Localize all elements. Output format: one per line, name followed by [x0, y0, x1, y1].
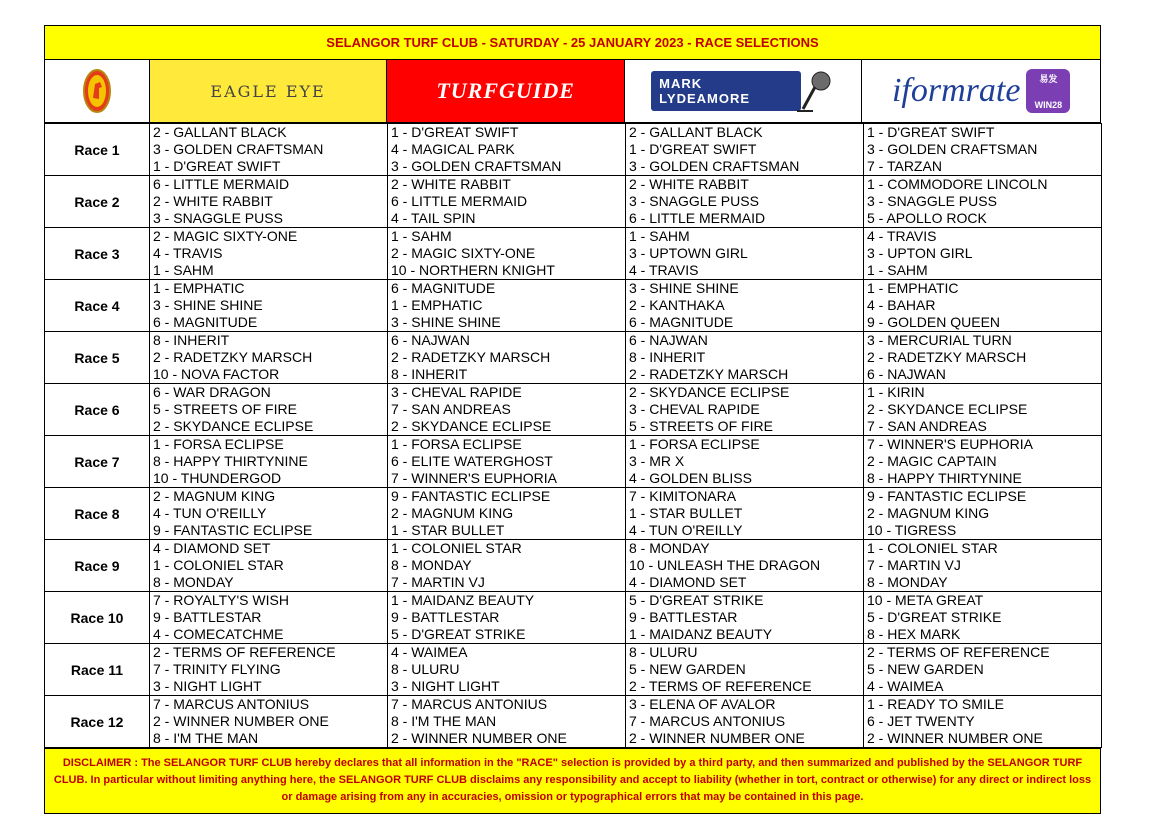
iformrate-wordmark: iformrate [891, 72, 1021, 109]
selection-pick: 1 - COLONIEL STAR [867, 540, 998, 556]
selection-pick: 8 - MONDAY [391, 557, 472, 573]
tipster-selection-cell [864, 332, 1102, 384]
tipster-selection-cell [864, 228, 1102, 280]
selection-pick: 8 - INHERIT [391, 366, 468, 382]
selangor-turf-club-logo-icon [83, 68, 111, 114]
selection-pick: 9 - FANTASTIC ECLIPSE [153, 522, 313, 538]
turfguide-logo: TURFGUIDE [387, 60, 625, 122]
selection-pick: 6 - NAJWAN [867, 366, 946, 382]
selection-pick: 7 - SAN ANDREAS [391, 401, 511, 417]
selection-pick: 3 - GOLDEN CRAFTSMAN [629, 158, 800, 174]
selection-pick: 7 - WINNER'S EUPHORIA [391, 470, 558, 486]
tipster-selection-cell [150, 124, 388, 176]
tipster-selection-cell [388, 488, 626, 540]
race-label: Race 2 [45, 176, 150, 228]
tipster-selection-cell [388, 124, 626, 176]
selection-pick: 9 - BATTLESTAR [391, 609, 500, 625]
race-label: Race 6 [45, 384, 150, 436]
selection-pick: 3 - GOLDEN CRAFTSMAN [153, 141, 324, 157]
selection-pick: 3 - NIGHT LIGHT [153, 678, 262, 694]
selection-pick: 2 - GALLANT BLACK [153, 124, 287, 140]
selection-pick: 2 - WHITE RABBIT [391, 176, 511, 192]
selection-pick: 10 - UNLEASH THE DRAGON [629, 557, 821, 573]
selection-pick: 7 - MARTIN VJ [391, 574, 485, 590]
selection-pick: 1 - COMMODORE LINCOLN [867, 176, 1048, 192]
selection-pick: 1 - COLONIEL STAR [153, 557, 284, 573]
tipster-selection-cell [864, 124, 1102, 176]
selection-pick: 8 - ULURU [391, 661, 460, 677]
tipster-selection-cell [150, 228, 388, 280]
tipster-selection-cell [626, 384, 864, 436]
selection-pick: 3 - GOLDEN CRAFTSMAN [867, 141, 1038, 157]
selection-pick: 1 - KIRIN [867, 384, 925, 400]
disclaimer: DISCLAIMER : The SELANGOR TURF CLUB hereby declares that all information in the "RACE" selection is provided by a third party, and then summarized and published by the SELANGOR TURF CLUB. In particular without limiting anything here, the SELANGOR TURF CLUB disclaims any responsibility and accept to liability (whether in tort, contract or otherwise) for any direct or indirect loss or damage arising from any in accuracies, omission or typographical errors that may be contained in this page. [44, 748, 1101, 814]
race-row [45, 280, 1102, 332]
selection-pick: 8 - ULURU [629, 644, 698, 660]
selection-pick: 4 - TRAVIS [629, 262, 699, 278]
selection-pick: 2 - GALLANT BLACK [629, 124, 763, 140]
selection-pick: 1 - SAHM [153, 262, 214, 278]
selection-pick: 7 - ROYALTY'S WISH [153, 592, 289, 608]
tipster-selection-cell [388, 540, 626, 592]
selection-pick: 7 - TARZAN [867, 158, 942, 174]
selection-pick: 1 - FORSA ECLIPSE [153, 436, 284, 452]
tipster-selection-cell [150, 436, 388, 488]
selection-pick: 9 - FANTASTIC ECLIPSE [391, 488, 551, 504]
tipster-selection-cell [388, 280, 626, 332]
tipster-selection-cell [626, 332, 864, 384]
selection-pick: 3 - MERCURIAL TURN [867, 332, 1012, 348]
tipster-selection-cell [626, 228, 864, 280]
tipster-selection-cell [864, 436, 1102, 488]
selection-pick: 4 - GOLDEN BLISS [629, 470, 752, 486]
selection-pick: 3 - UPTON GIRL [867, 245, 973, 261]
tipster-selection-cell [626, 696, 864, 748]
race-row [45, 332, 1102, 384]
win28-badge-top: 易发 [1039, 74, 1058, 84]
selection-pick: 4 - TUN O'REILLY [153, 505, 267, 521]
selection-pick: 5 - APOLLO ROCK [867, 210, 987, 226]
selection-pick: 3 - SHINE SHINE [629, 280, 739, 296]
selection-pick: 6 - LITTLE MERMAID [153, 176, 290, 192]
selection-pick: 9 - GOLDEN QUEEN [867, 314, 1001, 330]
selection-pick: 6 - JET TWENTY [867, 713, 975, 729]
selection-pick: 3 - SHINE SHINE [391, 314, 501, 330]
selection-pick: 5 - D'GREAT STRIKE [391, 626, 526, 642]
selection-pick: 7 - KIMITONARA [629, 488, 737, 504]
tipster-selection-cell [864, 644, 1102, 696]
selection-pick: 2 - TERMS OF REFERENCE [153, 644, 336, 660]
selection-pick: 3 - SHINE SHINE [153, 297, 263, 313]
selection-pick: 1 - EMPHATIC [391, 297, 483, 313]
selection-pick: 2 - WINNER NUMBER ONE [867, 730, 1043, 746]
selection-pick: 5 - NEW GARDEN [629, 661, 746, 677]
tipster-selection-cell [388, 228, 626, 280]
selection-pick: 1 - EMPHATIC [153, 280, 245, 296]
tipster-selection-cell [388, 696, 626, 748]
selection-pick: 4 - BAHAR [867, 297, 936, 313]
selection-pick: 1 - MAIDANZ BEAUTY [391, 592, 535, 608]
selection-pick: 1 - D'GREAT SWIFT [391, 124, 519, 140]
tipster-selection-cell [150, 280, 388, 332]
selection-pick: 6 - MAGNITUDE [391, 280, 496, 296]
tipster-selection-cell [626, 592, 864, 644]
selection-pick: 8 - I'M THE MAN [391, 713, 497, 729]
race-row [45, 436, 1102, 488]
selection-pick: 2 - TERMS OF REFERENCE [867, 644, 1050, 660]
tipster-selection-cell [150, 384, 388, 436]
tipster-selection-cell [150, 696, 388, 748]
selection-pick: 1 - D'GREAT SWIFT [153, 158, 281, 174]
mark-lydeamore-logo-cell [625, 60, 863, 122]
selection-pick: 3 - ELENA OF AVALOR [629, 696, 776, 712]
selection-pick: 1 - MAIDANZ BEAUTY [629, 626, 773, 642]
selection-pick: 4 - WAIMEA [391, 644, 468, 660]
selection-pick: 5 - NEW GARDEN [867, 661, 984, 677]
selection-pick: 8 - HAPPY THIRTYNINE [867, 470, 1022, 486]
race-row [45, 228, 1102, 280]
selection-pick: 2 - MAGIC SIXTY-ONE [153, 228, 298, 244]
tipster-logo-row [44, 60, 1101, 123]
tipster-selection-cell [388, 384, 626, 436]
tipster-selection-cell [864, 176, 1102, 228]
selection-pick: 4 - TRAVIS [153, 245, 223, 261]
race-selections-table [44, 123, 1102, 748]
eagle-eye-logo: EAGLE EYE [150, 60, 388, 122]
tipster-selection-cell [150, 644, 388, 696]
club-logo-cell [45, 60, 150, 122]
tipster-selection-cell [864, 592, 1102, 644]
selection-pick: 6 - MAGNITUDE [629, 314, 734, 330]
tipster-selection-cell [626, 280, 864, 332]
race-label: Race 12 [45, 696, 150, 748]
selection-pick: 3 - CHEVAL RAPIDE [391, 384, 522, 400]
selection-pick: 2 - RADETZKY MARSCH [629, 366, 789, 382]
selection-pick: 2 - SKYDANCE ECLIPSE [391, 418, 552, 434]
race-label: Race 8 [45, 488, 150, 540]
selection-pick: 10 - THUNDERGOD [153, 470, 282, 486]
selection-pick: 3 - CHEVAL RAPIDE [629, 401, 760, 417]
selection-pick: 3 - SNAGGLE PUSS [867, 193, 997, 209]
tipster-selection-cell [150, 592, 388, 644]
selection-pick: 8 - HAPPY THIRTYNINE [153, 453, 308, 469]
selection-pick: 3 - MR X [629, 453, 685, 469]
selection-pick: 6 - NAJWAN [391, 332, 470, 348]
tipster-selection-cell [864, 384, 1102, 436]
race-label: Race 7 [45, 436, 150, 488]
selection-pick: 1 - STAR BULLET [629, 505, 743, 521]
selection-pick: 7 - MARCUS ANTONIUS [391, 696, 548, 712]
selection-pick: 3 - SNAGGLE PUSS [629, 193, 759, 209]
selection-pick: 5 - D'GREAT STRIKE [867, 609, 1002, 625]
selection-pick: 2 - SKYDANCE ECLIPSE [867, 401, 1028, 417]
selection-pick: 5 - D'GREAT STRIKE [629, 592, 764, 608]
tipster-selection-cell [864, 280, 1102, 332]
selection-pick: 7 - MARTIN VJ [867, 557, 961, 573]
win28-badge-label: WIN28 [1034, 100, 1063, 110]
logo-line-2: LYDEAMORE [659, 91, 751, 106]
selection-pick: 2 - MAGIC SIXTY-ONE [391, 245, 536, 261]
selection-pick: 10 - NORTHERN KNIGHT [391, 262, 555, 278]
race-row [45, 488, 1102, 540]
iformrate-logo-cell [862, 60, 1100, 122]
logo-line-1: MARK [659, 76, 703, 91]
race-label: Race 1 [45, 124, 150, 176]
race-selections-sheet [44, 25, 1101, 814]
selection-pick: 2 - WHITE RABBIT [629, 176, 749, 192]
tipster-selection-cell [864, 488, 1102, 540]
selection-pick: 1 - SAHM [629, 228, 690, 244]
selection-pick: 2 - TERMS OF REFERENCE [629, 678, 812, 694]
selection-pick: 7 - SAN ANDREAS [867, 418, 987, 434]
selection-pick: 6 - LITTLE MERMAID [391, 193, 528, 209]
selection-pick: 2 - RADETZKY MARSCH [391, 349, 551, 365]
win28-badge [1026, 69, 1070, 113]
selection-pick: 2 - WINNER NUMBER ONE [629, 730, 805, 746]
tipster-selection-cell [150, 176, 388, 228]
selection-pick: 3 - UPTOWN GIRL [629, 245, 748, 261]
selection-pick: 2 - SKYDANCE ECLIPSE [153, 418, 314, 434]
race-row [45, 592, 1102, 644]
selection-pick: 4 - DIAMOND SET [629, 574, 747, 590]
selection-pick: 4 - MAGICAL PARK [391, 141, 515, 157]
selection-pick: 2 - WHITE RABBIT [153, 193, 273, 209]
tipster-selection-cell [626, 540, 864, 592]
tipster-selection-cell [150, 332, 388, 384]
page-title: SELANGOR TURF CLUB - SATURDAY - 25 JANUARY 2023 - RACE SELECTIONS [44, 25, 1101, 60]
selection-pick: 4 - DIAMOND SET [153, 540, 271, 556]
selection-pick: 8 - MONDAY [629, 540, 710, 556]
tipster-selection-cell [388, 332, 626, 384]
selection-pick: 8 - I'M THE MAN [153, 730, 259, 746]
iformrate-logo [892, 69, 1070, 113]
tipster-selection-cell [388, 436, 626, 488]
selection-pick: 1 - SAHM [391, 228, 452, 244]
selection-pick: 1 - STAR BULLET [391, 522, 505, 538]
selection-pick: 6 - NAJWAN [629, 332, 708, 348]
selection-pick: 9 - BATTLESTAR [153, 609, 262, 625]
selection-pick: 1 - D'GREAT SWIFT [867, 124, 995, 140]
selection-pick: 10 - NOVA FACTOR [153, 366, 280, 382]
tipster-selection-cell [864, 540, 1102, 592]
selection-pick: 1 - EMPHATIC [867, 280, 959, 296]
tipster-selection-cell [388, 176, 626, 228]
selection-pick: 2 - MAGIC CAPTAIN [867, 453, 997, 469]
selection-pick: 5 - STREETS OF FIRE [629, 418, 773, 434]
selection-pick: 1 - SAHM [867, 262, 928, 278]
race-row [45, 176, 1102, 228]
selection-pick: 2 - KANTHAKA [629, 297, 725, 313]
selection-pick: 7 - MARCUS ANTONIUS [629, 713, 786, 729]
selection-pick: 3 - GOLDEN CRAFTSMAN [391, 158, 562, 174]
selection-pick: 4 - TUN O'REILLY [629, 522, 743, 538]
selection-pick: 1 - FORSA ECLIPSE [629, 436, 760, 452]
selection-pick: 9 - FANTASTIC ECLIPSE [867, 488, 1027, 504]
race-label: Race 11 [45, 644, 150, 696]
selection-pick: 6 - LITTLE MERMAID [629, 210, 766, 226]
selection-pick: 3 - SNAGGLE PUSS [153, 210, 283, 226]
selection-pick: 8 - INHERIT [629, 349, 706, 365]
tipster-selection-cell [388, 592, 626, 644]
selection-pick: 2 - MAGNUM KING [391, 505, 514, 521]
selection-pick: 9 - BATTLESTAR [629, 609, 738, 625]
tipster-selection-cell [626, 644, 864, 696]
selection-pick: 7 - WINNER'S EUPHORIA [867, 436, 1034, 452]
tipster-selection-cell [864, 696, 1102, 748]
tipster-selection-cell [388, 644, 626, 696]
selection-pick: 8 - MONDAY [867, 574, 948, 590]
race-label: Race 3 [45, 228, 150, 280]
selection-pick: 3 - NIGHT LIGHT [391, 678, 500, 694]
selection-pick: 7 - MARCUS ANTONIUS [153, 696, 310, 712]
selection-pick: 1 - FORSA ECLIPSE [391, 436, 522, 452]
microphone-icon [795, 69, 835, 113]
selection-pick: 1 - COLONIEL STAR [391, 540, 522, 556]
selection-pick: 4 - TAIL SPIN [391, 210, 476, 226]
selection-pick: 4 - TRAVIS [867, 228, 937, 244]
race-row [45, 540, 1102, 592]
race-label: Race 4 [45, 280, 150, 332]
race-row [45, 384, 1102, 436]
race-label: Race 5 [45, 332, 150, 384]
tipster-selection-cell [150, 488, 388, 540]
race-row [45, 124, 1102, 176]
selection-pick: 2 - SKYDANCE ECLIPSE [629, 384, 790, 400]
race-label: Race 10 [45, 592, 150, 644]
selection-pick: 6 - ELITE WATERGHOST [391, 453, 553, 469]
selection-pick: 4 - COMECATCHME [153, 626, 284, 642]
selection-pick: 5 - STREETS OF FIRE [153, 401, 297, 417]
race-row [45, 696, 1102, 748]
race-label: Race 9 [45, 540, 150, 592]
selection-pick: 8 - INHERIT [153, 332, 230, 348]
selection-pick: 4 - WAIMEA [867, 678, 944, 694]
selection-pick: 10 - TIGRESS [867, 522, 957, 538]
selection-pick: 2 - WINNER NUMBER ONE [153, 713, 329, 729]
selection-pick: 6 - WAR DRAGON [153, 384, 271, 400]
selection-pick: 2 - RADETZKY MARSCH [153, 349, 313, 365]
race-row [45, 644, 1102, 696]
selection-pick: 6 - MAGNITUDE [153, 314, 258, 330]
tipster-selection-cell [626, 488, 864, 540]
selection-pick: 10 - META GREAT [867, 592, 984, 608]
selection-pick: 1 - READY TO SMILE [867, 696, 1004, 712]
selection-pick: 2 - WINNER NUMBER ONE [391, 730, 567, 746]
tipster-selection-cell [150, 540, 388, 592]
selection-pick: 2 - MAGNUM KING [153, 488, 276, 504]
tipster-selection-cell [626, 436, 864, 488]
selection-pick: 1 - D'GREAT SWIFT [629, 141, 757, 157]
mark-lydeamore-logo [651, 71, 801, 111]
tipster-selection-cell [626, 176, 864, 228]
selection-pick: 7 - TRINITY FLYING [153, 661, 281, 677]
tipster-selection-cell [626, 124, 864, 176]
selection-pick: 8 - MONDAY [153, 574, 234, 590]
selection-pick: 2 - RADETZKY MARSCH [867, 349, 1027, 365]
selection-pick: 2 - MAGNUM KING [867, 505, 990, 521]
selection-pick: 8 - HEX MARK [867, 626, 961, 642]
